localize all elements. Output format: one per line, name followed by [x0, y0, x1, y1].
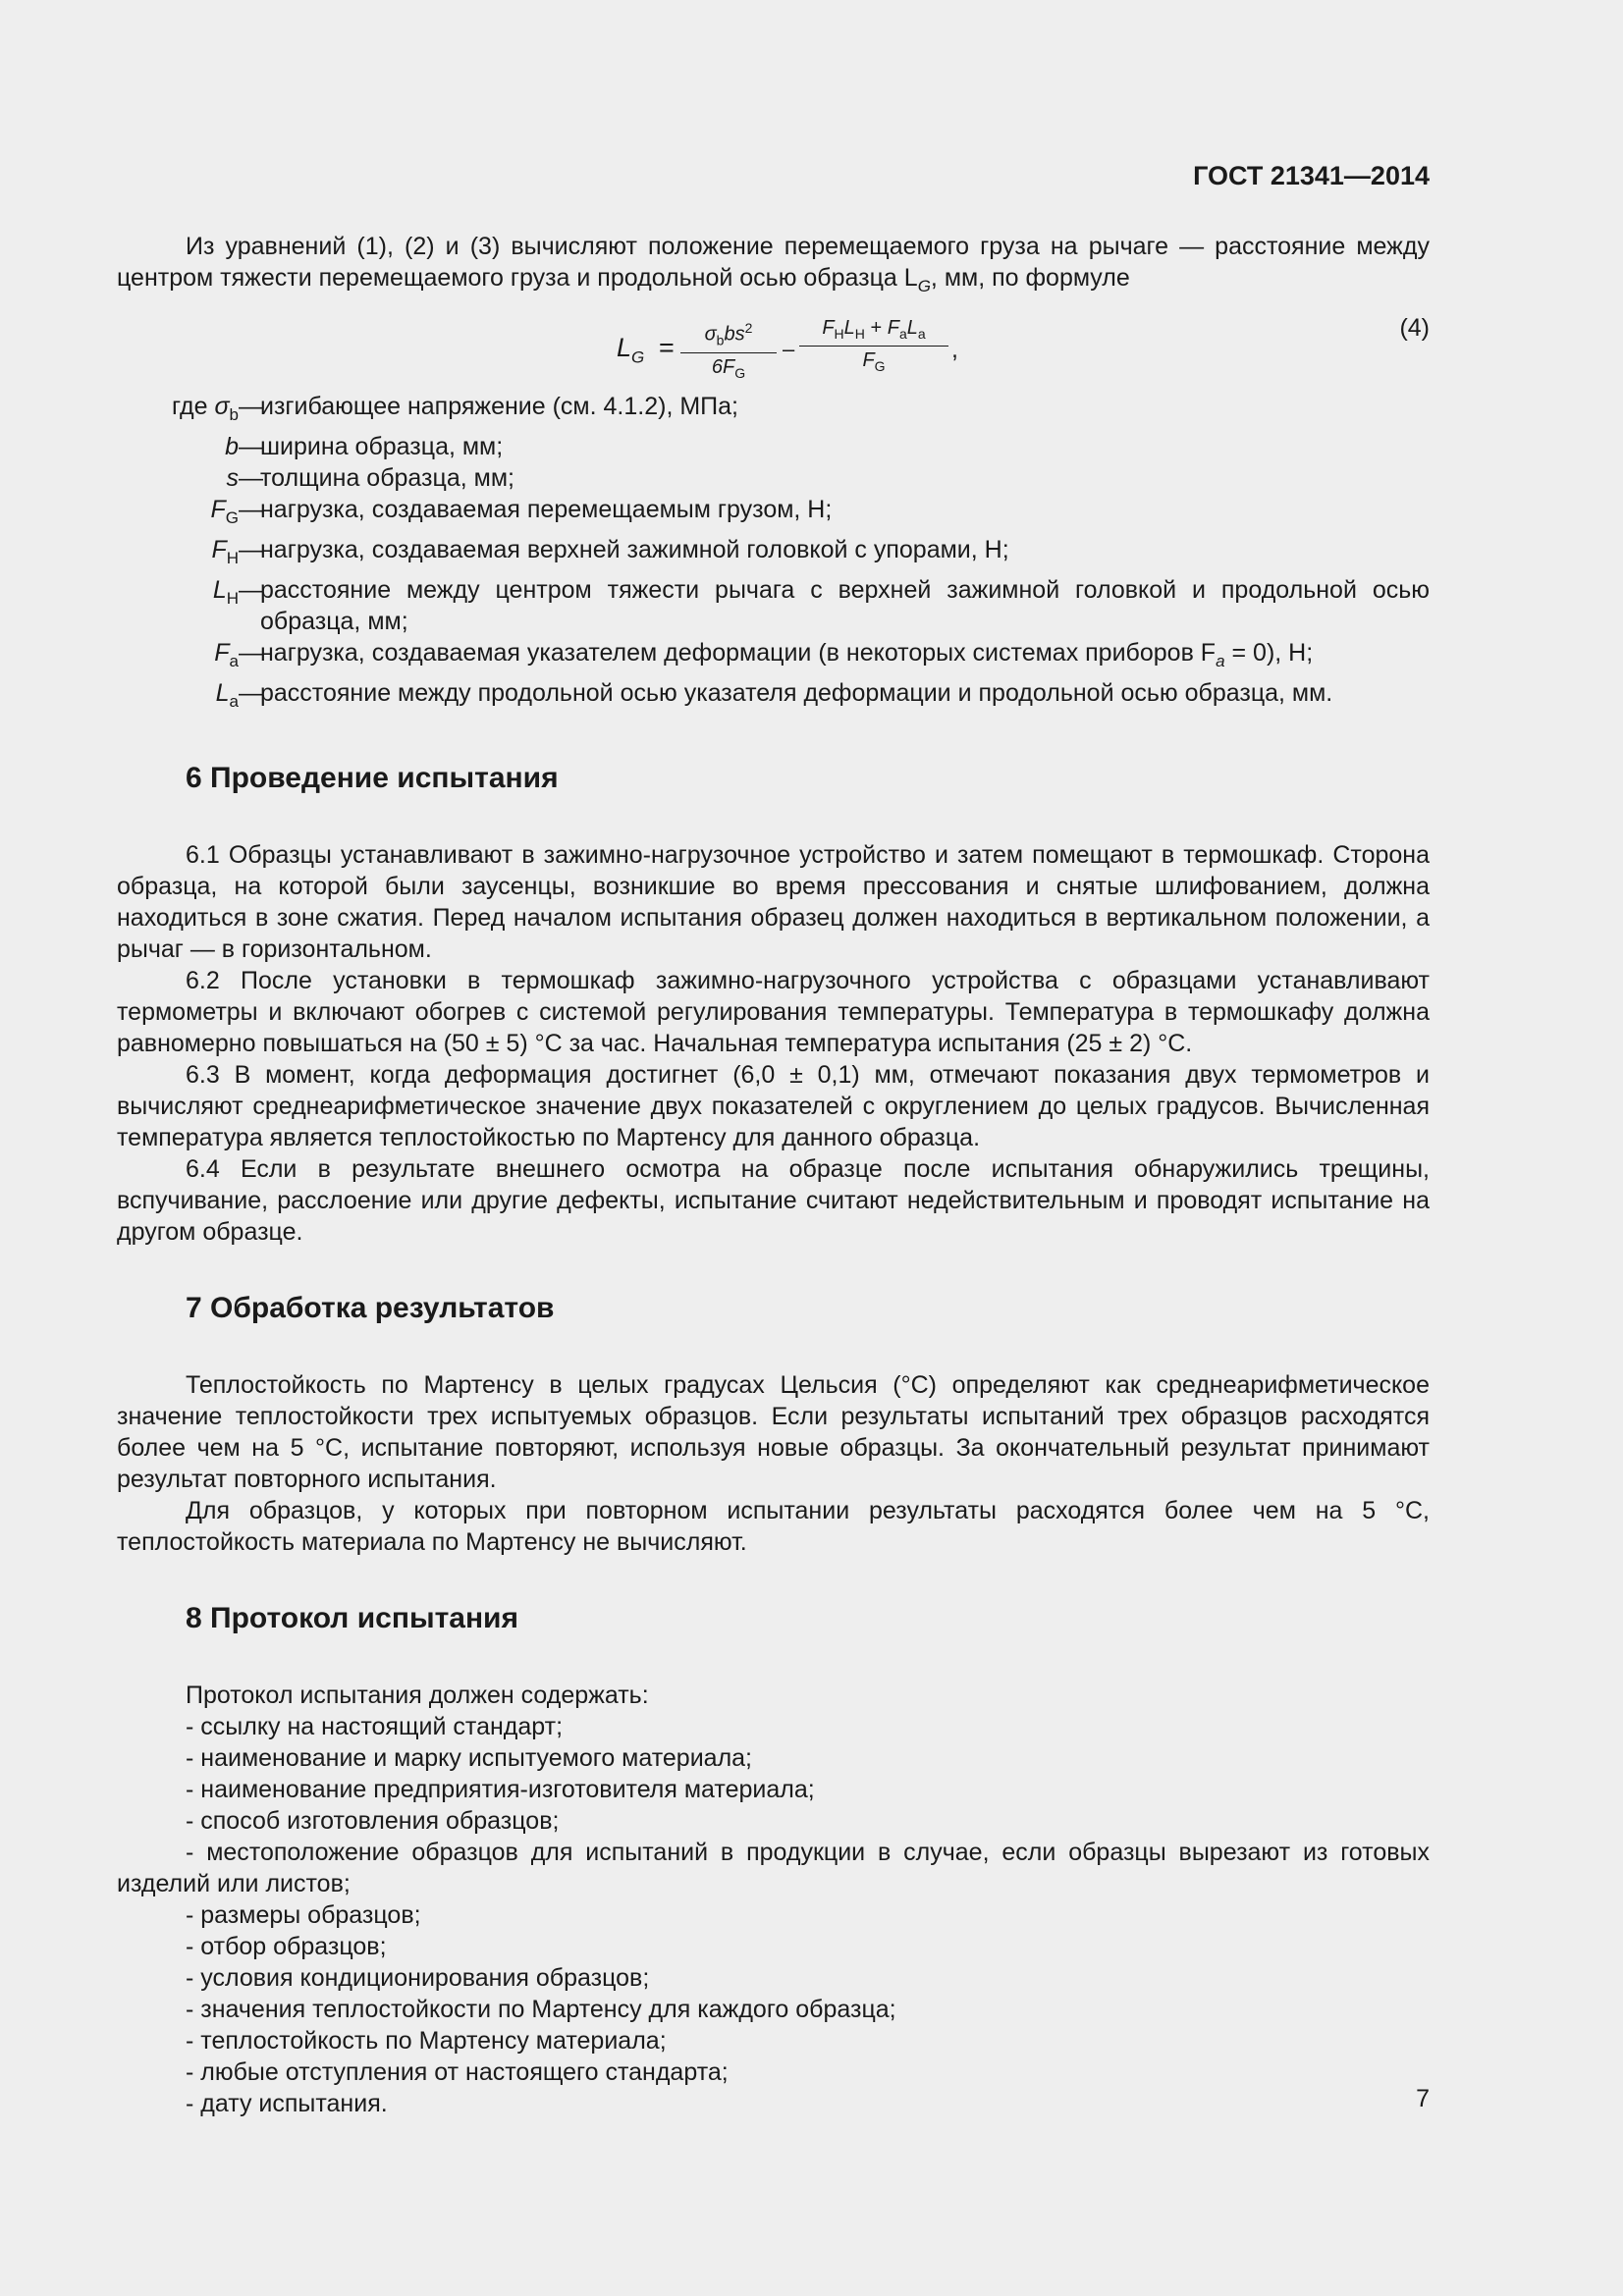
definition-dash: —: [239, 639, 263, 667]
definition-symbol: $L_H$: [212, 576, 239, 608]
intro-paragraph: [117, 231, 1430, 302]
definition-symbol: $L_a$: [215, 679, 239, 711]
formula-comma: ,: [951, 336, 958, 363]
list-item: - любые отступления от настоящего стандарта;: [186, 2058, 729, 2086]
paragraph-6-4: 6.4 Если в результате внешнего осмотра на образце после испытания обнаружились трещины, вспучивание, расслоение или другие дефекты, испытание считают недействительным и проводят испытание на другом образце.: [117, 1155, 1430, 1246]
definitions-list: [117, 391, 1430, 718]
definition-symbol: s: [226, 464, 239, 492]
definition-symbol: $F_H$: [211, 536, 239, 567]
paragraph-6-3: 6.3 В момент, когда деформация достигнет (6,0 ± 0,1) мм, отмечают показания двух термометров и вычисляют среднеарифметическое значение двух показателей с округлением до целых градусов. Вычисленная температура является теплостойкостью по Мартенсу для данного образца.: [117, 1061, 1430, 1151]
definition-dash: —: [239, 433, 263, 460]
list-item: - ссылку на настоящий стандарт;: [186, 1713, 564, 1740]
section-6-heading: 6 Проведение испытания: [186, 762, 559, 794]
definition-row: [117, 534, 1430, 574]
formula-lhs: $L_G$: [617, 333, 645, 367]
definition-dash: —: [239, 464, 263, 492]
fraction-1-numerator: $\sigma_bbs^2$: [704, 320, 753, 348]
definition-text: изгибающее напряжение (см. 4.1.2), МПа;: [260, 393, 738, 420]
intro-sub: G: [917, 277, 931, 295]
list-item: - местоположение образцов для испытаний в продукции в случае, если образцы вырезают из готовых изделий или листов;: [117, 1839, 1430, 1897]
definition-dash: —: [239, 496, 263, 523]
definition-symbol: $F_G$: [210, 496, 239, 527]
formula-4: [117, 304, 1430, 391]
formula-minus: –: [783, 337, 795, 361]
definition-text: нагрузка, создаваемая указателем деформации (в некоторых системах приборов $F_a = 0$), Н;: [260, 639, 1314, 670]
definition-symbol: где $\sigma_b$: [172, 393, 239, 424]
definition-text: расстояние между центром тяжести рычага с верхней зажимной головкой и продольной осью образца, мм;: [260, 576, 1430, 635]
list-item: - способ изготовления образцов;: [186, 1807, 560, 1835]
definition-dash: —: [239, 393, 263, 420]
section-7-heading: 7 Обработка результатов: [186, 1292, 555, 1324]
list-item: - теплостойкость по Мартенсу материала;: [186, 2027, 667, 2055]
definition-dash: —: [239, 536, 263, 563]
definition-row: [117, 391, 1430, 431]
list-item: - отбор образцов;: [186, 1933, 387, 1960]
fraction-2-numerator: $F_HL_H + F_aL_a$: [822, 317, 926, 342]
fraction-2-denominator: $F_G$: [799, 346, 948, 378]
definition-row: [117, 462, 1430, 494]
protocol-intro: Протокол испытания должен содержать:: [186, 1682, 649, 1709]
definition-text: толщина образца, мм;: [260, 464, 514, 492]
standard-header: ГОСТ 21341—2014: [1193, 161, 1430, 190]
intro-tail: , мм, по формуле: [930, 264, 1130, 292]
list-item: - размеры образцов;: [186, 1901, 421, 1929]
paragraph-7-1: Теплостойкость по Мартенсу в целых градусах Цельсия (°С) определяют как среднеарифметическое значение теплостойкости трех испытуемых образцов. Если результаты испытаний трех образцов расходятся более чем на 5 °С, испытание повторяют, используя новые образцы. За окончательный результат принимают результат повторного испытания.: [117, 1371, 1430, 1493]
definition-row: [117, 494, 1430, 534]
list-item: - значения теплостойкости по Мартенсу для каждого образца;: [186, 1996, 896, 2023]
paragraph-6-1: 6.1 Образцы устанавливают в зажимно-нагрузочное устройство и затем помещают в термошкаф. Сторона образца, на которой были заусенцы, возникшие во время прессования и снятые шлифованием, должна находиться в зоне сжатия. Перед началом испытания образец должен находиться в вертикальном положении, а рычаг — в горизонтальном.: [117, 841, 1430, 963]
list-item: - наименование предприятия-изготовителя материала;: [186, 1776, 815, 1803]
paragraph-7-2: Для образцов, у которых при повторном испытании результаты расходятся более чем на 5 °С, теплостойкость материала по Мартенсу не вычисляют.: [117, 1497, 1430, 1556]
fraction-1-denominator: $6F_G$: [680, 352, 777, 385]
definition-text: нагрузка, создаваемая перемещаемым грузом, Н;: [260, 496, 833, 523]
definition-row: [117, 677, 1430, 718]
intro-text: Из уравнений (1), (2) и (3) вычисляют положение перемещаемого груза на рычаге — расстояние между центром тяжести перемещаемого груза и продольной осью образца L: [117, 233, 1430, 292]
page-content: [117, 231, 1430, 2119]
definition-row: [117, 637, 1430, 677]
definition-symbol: b: [225, 433, 239, 460]
formula-equals: =: [659, 333, 675, 362]
definition-text: расстояние между продольной осью указателя деформации и продольной осью образца, мм.: [260, 679, 1333, 707]
definition-symbol: $F_a$: [214, 639, 239, 670]
definition-dash: —: [239, 576, 263, 604]
paragraph-6-2: 6.2 После установки в термошкаф зажимно-нагрузочного устройства с образцами устанавливают термометры и включают обогрев с системой регулирования температуры. Температура в термошкафу должна равномерно повышаться на (50 ± 5) °С за час. Начальная температура испытания (25 ± 2) °С.: [117, 967, 1430, 1057]
page-number: 7: [1416, 2085, 1430, 2112]
section-8-heading: 8 Протокол испытания: [186, 1602, 519, 1634]
definition-row: [117, 431, 1430, 462]
list-item: - условия кондиционирования образцов;: [186, 1964, 650, 1992]
list-item: - наименование и марку испытуемого материала;: [186, 1744, 753, 1772]
definition-text: нагрузка, создаваемая верхней зажимной головкой с упорами, Н;: [260, 536, 1009, 563]
definition-row: [117, 574, 1430, 637]
definition-dash: —: [239, 679, 263, 707]
list-item: - дату испытания.: [186, 2090, 388, 2117]
formula-fraction-1: [680, 316, 777, 385]
formula-fraction-2: [799, 316, 948, 378]
definition-text: ширина образца, мм;: [260, 433, 504, 460]
formula-number: (4): [1399, 314, 1430, 342]
